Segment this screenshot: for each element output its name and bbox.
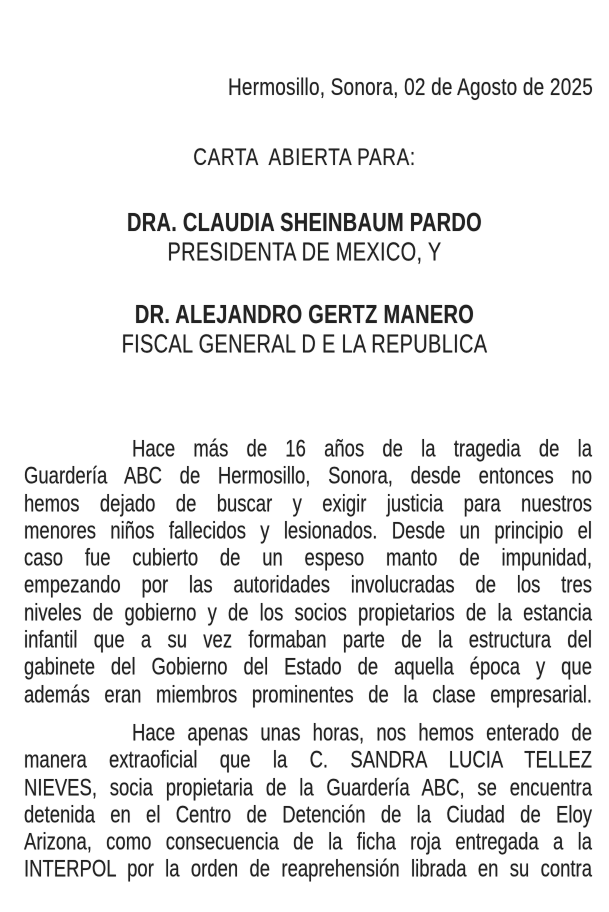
paragraph-line: gabinete del Gobierno del Estado de aquella época y que: [24, 653, 592, 680]
paragraph-1: [24, 435, 592, 708]
paragraph-line: empezando por las autoridades involucradas de los tres: [24, 571, 592, 599]
paragraph-line: caso fue cubierto de un espeso manto de impunidad,: [24, 543, 592, 571]
paragraph-line: además eran miembros prominentes de la clase empresarial.: [24, 680, 592, 708]
recipient-role: FISCAL GENERAL D E LA REPUBLICA: [121, 330, 488, 359]
recipient-role: PRESIDENTA DE MEXICO, Y: [167, 238, 442, 267]
paragraph-line: manera extraoficial que la C. SANDRA LUCIA TELLEZ: [24, 745, 592, 773]
recipient-block-presidenta: [0, 210, 609, 267]
recipient-name: DRA. CLAUDIA SHEINBAUM PARDO: [126, 209, 483, 238]
paragraph-line: niveles de gobierno y de los socios propietarios de la estancia: [24, 598, 592, 626]
paragraph-line: Hace más de 16 años de la tragedia de la: [132, 434, 592, 462]
paragraph-line: Hace apenas unas horas, nos hemos enterado de: [132, 718, 592, 746]
paragraph-line: Guardería ABC de Hermosillo, Sonora, desde entonces no: [24, 461, 592, 489]
date-line: Hermosillo, Sonora, 02 de Agosto de 2025: [227, 74, 593, 102]
paragraph-line: detenida en el Centro de Detención de la Ciudad de Eloy: [24, 800, 592, 828]
paragraph-line: NIEVES, socia propietaria de la Guardería ABC, se encuentra: [24, 773, 592, 801]
paragraph-line: hemos dejado de buscar y exigir justicia para nuestros: [24, 489, 592, 517]
recipient-name: DR. ALEJANDRO GERTZ MANERO: [134, 301, 475, 330]
recipient-block-fiscal: [0, 302, 609, 359]
paragraph-line: Arizona, como consecuencia de la ficha roja entregada a la: [24, 827, 592, 855]
paragraph-line: menores niños fallecidos y lesionados. Desde un principio el: [24, 516, 592, 544]
paragraph-line: INTERPOL por la orden de reaprehensión librada en su contra: [24, 855, 592, 883]
paragraph-line: infantil que a su vez formaban parte de la estructura del: [24, 625, 592, 653]
letter-heading: CARTA ABIERTA PARA:: [193, 144, 416, 172]
paragraph-2: [24, 719, 592, 883]
